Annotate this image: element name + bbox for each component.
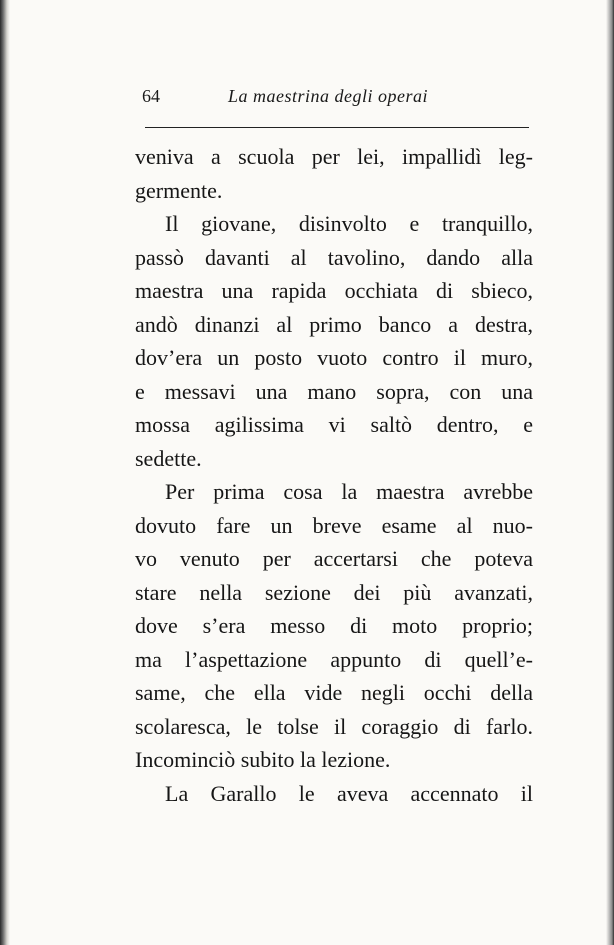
text-line: maestra una rapida occhiata di sbieco, [135, 278, 533, 303]
text-line: mossa agilissima vi saltò dentro, e [135, 412, 533, 437]
header-rule [145, 127, 529, 128]
body-text [135, 140, 533, 810]
text-line: scolaresca, le tolse il coraggio di farlo. [135, 713, 533, 739]
text-line: ma l’aspettazione appunto di quell’e- [135, 646, 533, 672]
page-number: 64 [142, 86, 160, 106]
text-line: Incominciò subito la lezione. [135, 747, 391, 772]
text-line: La Garallo le aveva accennato il [165, 780, 533, 806]
text-line: e messavi una mano sopra, con una [135, 378, 533, 404]
text-line: vo venuto per accertarsi che poteva [135, 546, 533, 571]
page-header [140, 86, 528, 116]
text-line: stare nella sezione dei più avanzati, [135, 579, 533, 605]
text-line: same, che ella vide negli occhi della [135, 680, 533, 705]
text-line: passò davanti al tavolino, dando alla [135, 244, 533, 270]
running-title: La maestrina degli operai [228, 86, 428, 106]
text-line: veniva a scuola per lei, impallidì leg- [135, 144, 533, 169]
text-line: andò dinanzi al primo banco a destra, [135, 311, 533, 337]
text-line: Il giovane, disinvolto e tranquillo, [165, 211, 533, 236]
text-line: dov’era un posto vuoto contro il muro, [135, 345, 533, 370]
page-edge-shadow [606, 0, 614, 945]
text-line: germente. [135, 177, 223, 203]
text-line: dovuto fare un breve esame al nuo- [135, 512, 533, 538]
text-line: sedette. [135, 445, 202, 471]
page-binding-shadow [0, 0, 10, 945]
text-line: Per prima cosa la maestra avrebbe [165, 479, 533, 504]
text-line: dove s’era messo di moto proprio; [135, 613, 533, 638]
